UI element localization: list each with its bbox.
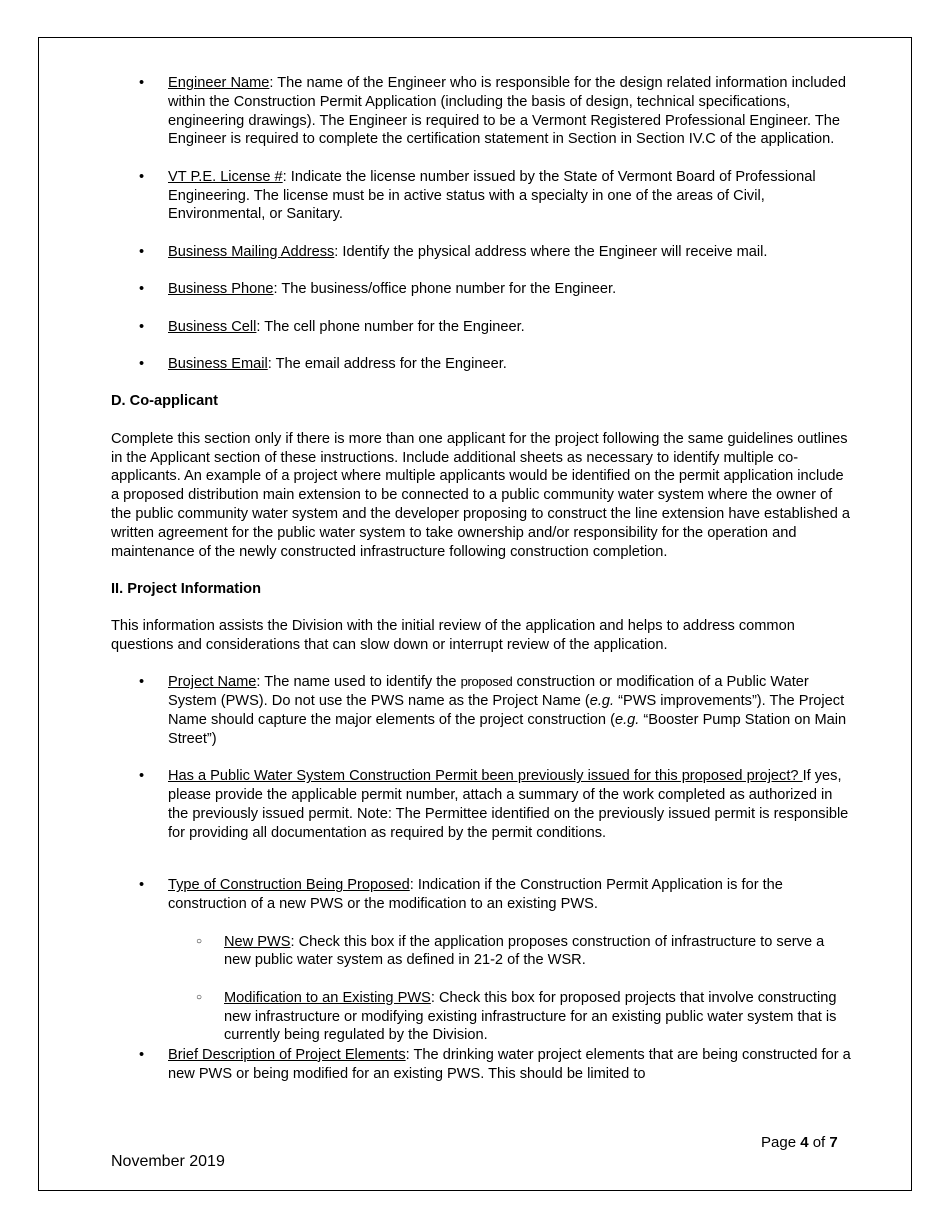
list-item — [111, 168, 851, 224]
section-ii-heading: II. Project Information — [111, 580, 262, 597]
field-description: : The name of the Engineer who is responsible for the design related information included within the Construction Permit Application (including the basis of design, technical specifications, engineering drawings). The Engineer is required to be a Vermont Registered Professional Engineer. The Engineer is required to complete the certification statement in Section in Section IV.C of the application. — [168, 75, 846, 148]
list-item — [111, 355, 851, 374]
list-item — [111, 767, 851, 842]
field-description: “Booster Pump Station on Main Street”) — [168, 712, 847, 747]
field-term: VT P.E. License # — [168, 168, 283, 185]
section-d-body: Complete this section only if there is more than one applicant for the project following the same guidelines outlines in the Applicant section of these instructions. Include additional sheets as necessary to identify multiple co-applicants. An example of a project where multiple applicants would be identified on the permit application include a proposed distribution main extension to be connected to a public community water system where the owner of the public community water system and the developer proposing to construct the line extension have established a written agreement for the public water system to take ownership and/or responsibility for the operation and maintenance of the newly constructed infrastructure following construction completion. — [111, 430, 851, 560]
sub-list-item — [168, 989, 851, 1045]
field-term: Brief Description of Project Elements — [168, 1046, 406, 1063]
construction-type-options — [168, 933, 851, 1046]
field-description: : The business/office phone number for the Engineer. — [273, 281, 617, 298]
field-term: Type of Construction Being Proposed — [168, 877, 410, 894]
option-term: Modification to an Existing PWS — [224, 989, 431, 1006]
option-term: New PWS — [224, 933, 291, 950]
field-description: : Indicate the license number issued by the State of Vermont Board of Professional Engineering. The license must be in active status with a specialty in one of the areas of Civil, Environmental, or Sanitary. — [168, 168, 816, 223]
sub-list-item — [168, 933, 851, 971]
page-number-of: of — [808, 1134, 830, 1151]
list-item — [111, 876, 851, 1045]
field-description: : The cell phone number for the Engineer. — [256, 318, 525, 335]
field-term: Business Email — [168, 355, 268, 372]
project-field-list — [111, 673, 851, 1083]
field-description: : Indication if the Construction Permit Application is for the construction of a new PWS or the modification to an existing PWS. — [168, 877, 783, 913]
page-number-total: 7 — [829, 1134, 838, 1151]
field-term: Project Name — [168, 674, 257, 691]
engineer-field-list — [111, 74, 851, 374]
field-term: Business Phone — [168, 281, 274, 298]
field-description: : Identify the physical address where the Engineer will receive mail. — [334, 243, 768, 260]
list-item — [111, 74, 851, 149]
field-term: Has a Public Water System Construction Permit been previously issued for this proposed project? — [168, 768, 803, 785]
list-item — [111, 243, 851, 262]
section-ii-intro: This information assists the Division with the initial review of the application and helps to address common questions and considerations that can slow down or interrupt review of the application. — [111, 618, 795, 654]
example-abbrev: e.g. — [614, 712, 640, 729]
field-term: Business Mailing Address — [168, 243, 335, 260]
option-description: : Check this box for proposed projects that involve constructing new infrastructure or modifying existing infrastructure for an existing public water system that is currently being regulated by the Division. — [224, 989, 837, 1044]
field-description: : The email address for the Engineer. — [267, 355, 507, 372]
list-item — [111, 1046, 851, 1084]
example-abbrev: e.g. — [589, 693, 615, 710]
page-number — [761, 1134, 838, 1151]
page-number-prefix: Page — [761, 1134, 801, 1151]
list-item — [111, 318, 851, 337]
list-item — [111, 280, 851, 299]
field-description: If yes, please provide the applicable permit number, attach a summary of the work completed as authorized in the previously issued permit. Note: The Permittee identified on the previously issued permit is responsible for providing all documentation as required by the permit conditions. — [168, 768, 849, 841]
footer-date: November 2019 — [111, 1153, 225, 1170]
section-d-heading: D. Co-applicant — [111, 393, 219, 410]
field-description: : The name used to identify the — [256, 674, 461, 691]
field-term: Business Cell — [168, 318, 257, 335]
list-item — [111, 673, 851, 748]
page-number-current: 4 — [800, 1134, 809, 1151]
field-description: “PWS improvements”). The Project Name should capture the major elements of the project construction ( — [168, 693, 845, 729]
field-description: : The drinking water project elements that are being constructed for a new PWS or being modified for an existing PWS. This should be limited to — [168, 1046, 851, 1082]
document-body — [111, 74, 851, 1102]
field-description: proposed — [460, 674, 513, 690]
option-description: : Check this box if the application proposes construction of infrastructure to serve a new public water system as defined in 21-2 of the WSR. — [224, 933, 825, 969]
field-term: Engineer Name — [168, 75, 270, 91]
field-description: construction or modification of a Public Water System (PWS). Do not use the PWS name as the Project Name ( — [168, 674, 809, 710]
